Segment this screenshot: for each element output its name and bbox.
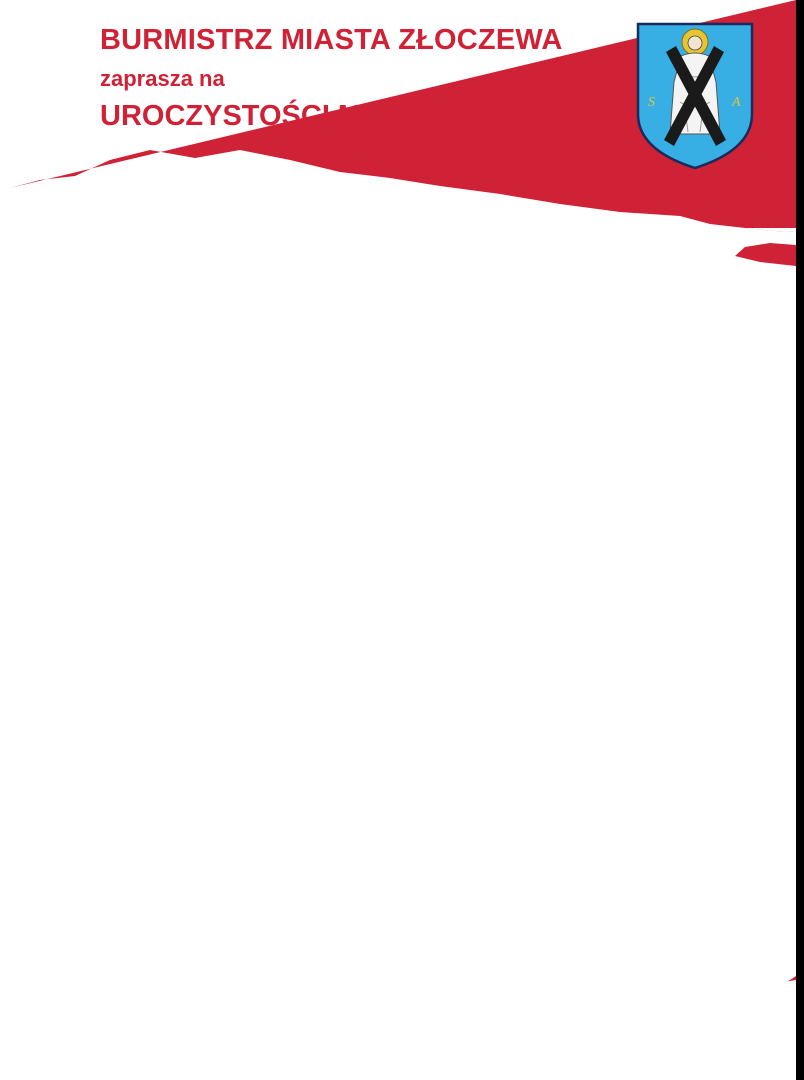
crest-letter-s: S	[648, 95, 655, 110]
saint-head	[688, 36, 702, 50]
may2-title: 2 maja – Dzień Flagi Rzeczypospolitej Polskiej	[100, 262, 616, 286]
motto-quote: „Bogu na chwałę, ludziom na ratunek...”	[232, 846, 578, 866]
schedule-item: 11:15 Przemarsz pod Obelisk	[100, 574, 363, 593]
schedule-item: 9:30 Zbiórka pod OSP w Złoczewie	[100, 468, 412, 487]
may2-slogan: Pokażmy, że jesteśmy Polakami!	[249, 338, 561, 358]
crest-letter-a: A	[732, 95, 741, 110]
schedule-item: 15:00 Koncert Krzysztofa Respondka	[100, 760, 433, 779]
schedule-item: 14:00 Koncert Kapeli Złoczewianie	[100, 720, 412, 739]
coat-of-arms-saint-andrew-icon	[636, 22, 754, 170]
schedule-item: 11:30 Przemarsz pod Urząd Miejski	[100, 642, 417, 661]
schedule-item: 12:00 Rozpoczęcie uroczystości Gminnego Dnia Strażaka	[100, 681, 614, 700]
dotted-divider	[100, 393, 702, 398]
schedule-item-sub: - złożenie kwiatów i zapalenie zniczy w Parku Pamięci	[100, 603, 585, 622]
schedule-item: 10:00 Uroczysta Msza Święta w Kościele pw. św. Andrzeja Apostoła	[100, 509, 707, 528]
may3-title: 3 maja – Święto Konstytucji 3 Maja	[100, 426, 492, 450]
header-invites: zaprasza na	[100, 66, 225, 91]
header-event-name: UROCZYSTOŚCI MAJOWE	[100, 100, 469, 132]
header-mayor-title: BURMISTRZ MIASTA ZŁOCZEWA	[100, 24, 563, 56]
may2-note: Prosimy mieszkańców Złoczewa o wywieszenie flag	[100, 299, 535, 317]
